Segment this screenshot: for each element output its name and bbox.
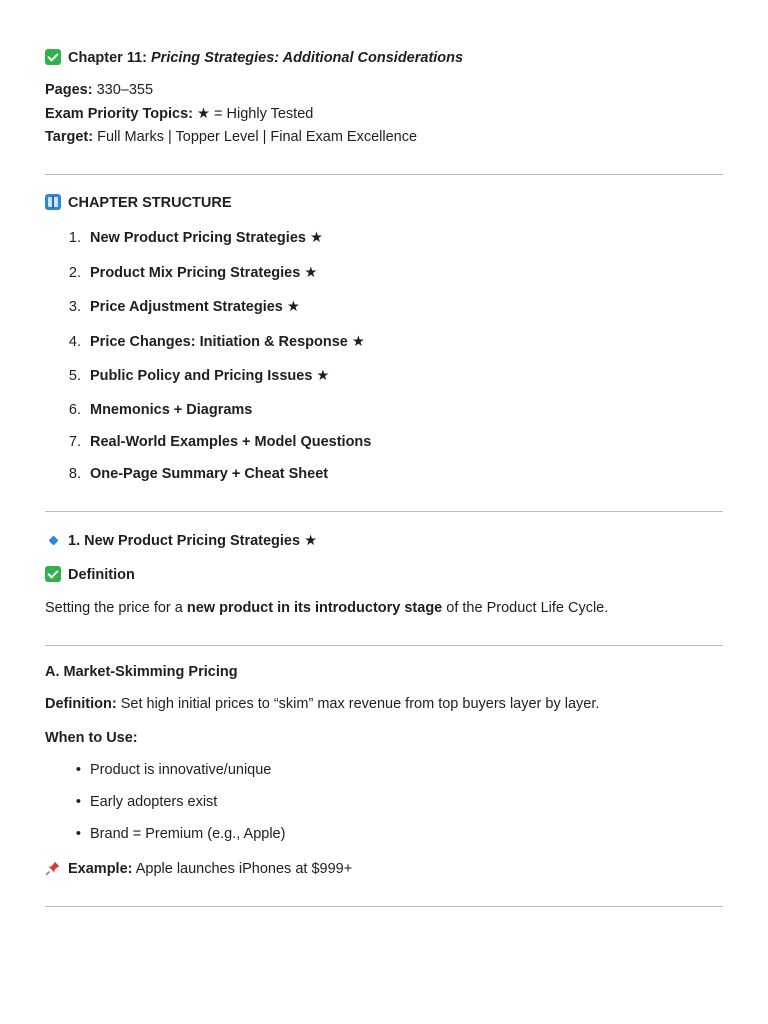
divider [45, 511, 723, 512]
example-label: Example: [68, 861, 133, 877]
item-label: Product Mix Pricing Strategies ★ [90, 265, 318, 281]
item-label: Mnemonics + Diagrams [90, 402, 253, 418]
structure-heading: CHAPTER STRUCTURE [68, 195, 232, 211]
chapter-title: Pricing Strategies: Additional Considerations [151, 50, 464, 66]
item-number: 8. [68, 466, 81, 482]
definition-text: Setting the price for a [45, 600, 187, 616]
example-line [45, 859, 723, 879]
priority-line [45, 104, 723, 124]
priority-label: Exam Priority Topics: [45, 106, 193, 122]
bullet-text: Early adopters exist [90, 794, 218, 810]
item-label: New Product Pricing Strategies ★ [90, 230, 323, 246]
item-label: One-Page Summary + Cheat Sheet [90, 466, 329, 482]
structure-item-4 [45, 332, 723, 352]
structure-item-2 [45, 263, 723, 283]
pushpin-icon [45, 860, 61, 876]
definition-text: Set high initial prices to “skim” max revenue from top buyers layer by layer. [116, 696, 600, 712]
item-label: Real-World Examples + Model Questions [90, 434, 372, 450]
check-mark-icon [45, 566, 61, 582]
blue-diamond-icon [49, 536, 59, 546]
structure-item-5 [45, 366, 723, 386]
item-number: 5. [68, 368, 81, 384]
bullet-item [45, 824, 723, 844]
item-number: 6. [68, 402, 81, 418]
item-label: Price Changes: Initiation & Response ★ [90, 334, 365, 350]
definition-heading-line [45, 565, 723, 585]
bullet-text: Brand = Premium (e.g., Apple) [90, 826, 286, 842]
definition-emphasis: new product in its introductory stage [186, 600, 443, 616]
skimming-definition-line [45, 694, 723, 714]
chapter-title-line [45, 48, 723, 68]
definition-label: Definition: [45, 696, 117, 712]
divider [45, 906, 723, 907]
definition-heading: Definition [68, 567, 135, 583]
item-label: Public Policy and Pricing Issues ★ [90, 368, 330, 384]
check-mark-icon [45, 49, 61, 65]
item-label: Price Adjustment Strategies ★ [90, 299, 300, 315]
structure-item-8 [45, 464, 723, 484]
item-number: 7. [68, 434, 81, 450]
structure-item-3 [45, 297, 723, 317]
item-number: 3. [68, 299, 81, 315]
blue-book-icon [45, 194, 61, 210]
pages-label: Pages: [45, 82, 93, 98]
bullet-dot: • [75, 762, 81, 778]
target-label: Target: [45, 129, 94, 145]
skimming-heading-line [45, 662, 723, 682]
structure-item-6 [45, 400, 723, 420]
when-to-use-line [45, 728, 723, 748]
section-1-heading-line [45, 531, 723, 551]
priority-value: ★ = Highly Tested [193, 106, 314, 122]
section-1-heading: 1. New Product Pricing Strategies ★ [68, 533, 318, 549]
pages-line [45, 80, 723, 100]
divider [45, 174, 723, 175]
when-to-use-label: When to Use: [45, 730, 138, 746]
item-number: 1. [68, 230, 81, 246]
item-number: 2. [68, 265, 81, 281]
structure-item-7 [45, 432, 723, 452]
item-number: 4. [68, 334, 81, 350]
example-text: Apple launches iPhones at $999+ [132, 861, 353, 877]
divider [45, 645, 723, 646]
definition-paragraph [45, 598, 723, 618]
skimming-heading: A. Market-Skimming Pricing [45, 664, 238, 680]
bullet-item [45, 792, 723, 812]
structure-item-1 [45, 228, 723, 248]
definition-text: of the Product Life Cycle. [442, 600, 609, 616]
chapter-prefix: Chapter 11: [68, 50, 147, 66]
target-value: Full Marks | Topper Level | Final Exam Excellence [93, 129, 418, 145]
bullet-dot: • [75, 794, 81, 810]
structure-heading-line [45, 193, 723, 213]
bullet-dot: • [75, 826, 81, 842]
target-line [45, 127, 723, 147]
bullet-text: Product is innovative/unique [90, 762, 272, 778]
pages-value: 330–355 [92, 82, 154, 98]
bullet-item [45, 760, 723, 780]
